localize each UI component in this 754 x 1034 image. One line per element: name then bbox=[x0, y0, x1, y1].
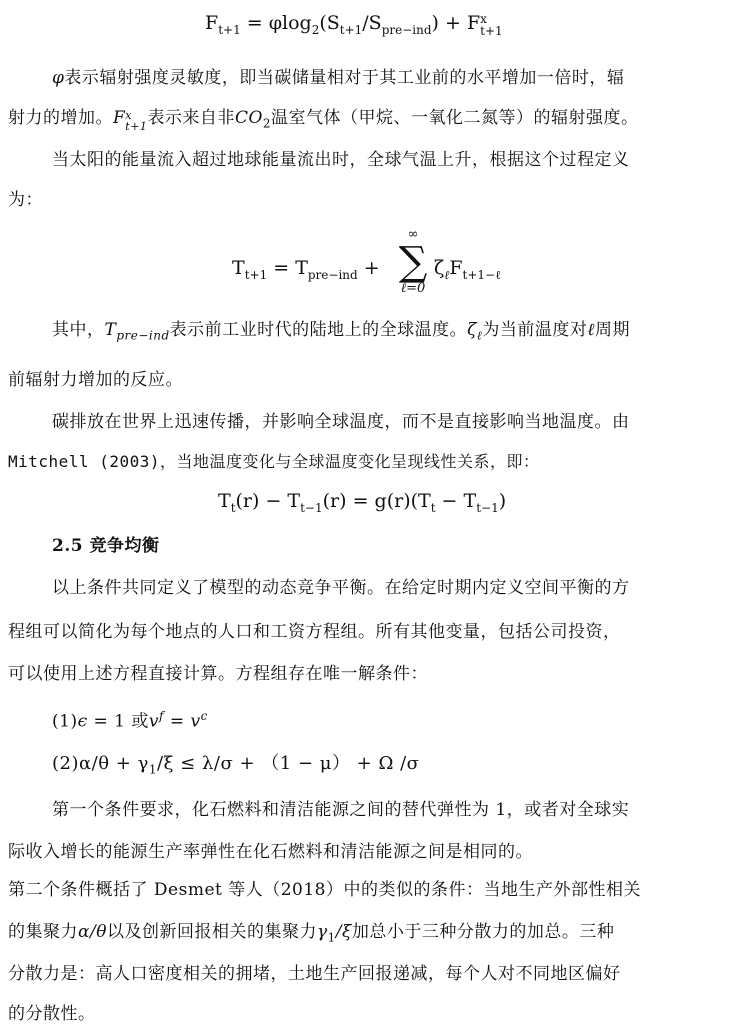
text-span: 其中， bbox=[52, 320, 105, 340]
text-line bbox=[52, 798, 748, 822]
eq-operator: = T bbox=[267, 257, 308, 279]
text-span: 的分散性。 bbox=[8, 1004, 96, 1024]
eq-superscript: x bbox=[480, 12, 487, 26]
eq-subscript: t+1 bbox=[339, 22, 363, 37]
eq-subscript: t+1 bbox=[218, 22, 241, 37]
eq-symbol: T bbox=[218, 490, 231, 512]
text-span: 的集聚力 bbox=[8, 922, 78, 942]
math-superscript: c bbox=[200, 709, 208, 723]
text-span: 以及创新回报相关的集聚力 bbox=[106, 922, 317, 942]
eq-subscript: pre−ind bbox=[307, 267, 358, 282]
sum-lower-limit: ℓ=0 bbox=[400, 281, 426, 296]
math-symbol: ζ bbox=[467, 320, 477, 340]
text-line bbox=[52, 148, 748, 172]
text-span: 分散力是：高人口密度相关的拥堵，土地生产回报递减，每个人对不同地区偏好 bbox=[8, 964, 621, 984]
text-span: 表示来自非 bbox=[147, 108, 235, 128]
math-subscript: 2 bbox=[262, 116, 272, 131]
math-symbol: v bbox=[190, 711, 201, 732]
text-span: 程组可以简化为每个地点的人口和工资方程组。所有其他变量，包括公司投资， bbox=[8, 622, 621, 642]
text-span: 表示前工业时代的陆地上的全球温度。 bbox=[169, 320, 468, 340]
text-span: 第一个条件要求，化石燃料和清洁能源之间的替代弹性为 1，或者对全球实 bbox=[52, 800, 630, 820]
condition-2 bbox=[52, 752, 748, 782]
eq-subscript: t+1 bbox=[480, 24, 503, 38]
text-line bbox=[8, 368, 750, 392]
text-span: 射力的增加。 bbox=[8, 108, 113, 128]
equation-local-temperature bbox=[218, 488, 506, 521]
eq-subscript: t bbox=[230, 500, 236, 515]
text-line bbox=[8, 920, 750, 949]
math-symbol: /ξ bbox=[335, 922, 352, 942]
section-heading bbox=[52, 534, 748, 558]
eq-symbol: − T bbox=[435, 490, 477, 512]
text-span: = bbox=[163, 711, 191, 732]
text-span: Mitchell (2003)，当地温度变化与全球温度变化呈现线性关系，即： bbox=[8, 452, 540, 471]
text-line bbox=[8, 662, 750, 686]
eq-subscript: t−1 bbox=[300, 500, 323, 515]
text-line bbox=[52, 576, 748, 600]
eq-subscript: ℓ bbox=[444, 267, 450, 282]
eq-symbol: T bbox=[232, 257, 245, 279]
math-symbol: α/θ bbox=[78, 922, 107, 942]
text-line bbox=[8, 962, 750, 986]
text-line bbox=[8, 188, 750, 212]
text-span: 表示辐射强度灵敏度，即当碳储量相对于其工业前的水平增加一倍时，辐 bbox=[64, 68, 625, 88]
math-subscript: t+1 bbox=[125, 120, 148, 133]
math-superscript: f bbox=[159, 709, 164, 723]
eq-subscript: pre−ind bbox=[381, 22, 432, 37]
text-line bbox=[8, 106, 750, 135]
text-span: 为： bbox=[8, 190, 43, 210]
text-line bbox=[8, 450, 750, 474]
math-symbol: T bbox=[104, 320, 117, 340]
text-span: 际收入增长的能源生产率弹性在化石燃料和清洁能源之间是相同的。 bbox=[8, 842, 533, 862]
eq-symbol: (r) = g(r)(T bbox=[322, 490, 431, 512]
math-symbol: F bbox=[113, 108, 126, 128]
math-subscript: ℓ bbox=[476, 328, 483, 343]
math-subscript: pre−ind bbox=[116, 328, 170, 343]
text-span: 碳排放在世界上迅速传播，并影响全球温度，而不是直接影响当地温度。由 bbox=[52, 412, 630, 432]
heading-text: 2.5 竞争均衡 bbox=[52, 536, 160, 556]
math-symbol: γ bbox=[316, 922, 328, 942]
math-phi: φ bbox=[52, 68, 65, 88]
eq-symbol: /S bbox=[362, 12, 382, 34]
sum-upper-limit: ∞ bbox=[407, 227, 419, 242]
sum-symbol: ∑ bbox=[398, 239, 428, 285]
text-span: 周期 bbox=[594, 320, 630, 340]
eq-operator: = φlog bbox=[240, 12, 312, 34]
eq-symbol: F bbox=[449, 257, 463, 279]
eq-symbol: ζ bbox=[434, 257, 445, 279]
eq-subscript: t−1 bbox=[476, 500, 499, 515]
math-symbol: CO bbox=[234, 108, 263, 128]
text-span: 前辐射力增加的反应。 bbox=[8, 370, 183, 390]
text-span: 以上条件共同定义了模型的动态竞争平衡。在给定时期内定义空间平衡的方 bbox=[52, 578, 630, 598]
text-line bbox=[8, 878, 750, 902]
math-subscript: 1 bbox=[148, 762, 157, 777]
eq-subscript: t bbox=[430, 500, 436, 515]
text-line bbox=[8, 840, 750, 864]
text-line bbox=[8, 1002, 750, 1026]
text-line bbox=[8, 620, 750, 644]
condition-1 bbox=[52, 704, 748, 734]
summation-operator bbox=[396, 228, 430, 296]
equation-radiative-forcing bbox=[205, 10, 503, 43]
math-symbol: ℓ bbox=[587, 320, 595, 340]
eq-operator: + bbox=[357, 257, 380, 279]
math-subscript: 1 bbox=[327, 930, 336, 945]
eq-subscript: t+1−ℓ bbox=[462, 267, 501, 282]
text-span: 为当前温度对 bbox=[482, 320, 588, 340]
condition-number: (1) bbox=[52, 711, 78, 732]
text-line bbox=[52, 410, 748, 434]
text-line bbox=[52, 66, 748, 90]
text-span: = 1 或 bbox=[87, 711, 149, 732]
text-span: 当太阳的能量流入超过地球能量流出时，全球气温上升，根据这个过程定义 bbox=[52, 150, 630, 170]
math-expression: (2)α/θ + γ bbox=[52, 753, 149, 774]
eq-subscript: t+1 bbox=[244, 267, 268, 282]
eq-symbol: ) + F bbox=[431, 12, 481, 34]
text-span: 温室气体（甲烷、一氧化二氮等）的辐射强度。 bbox=[271, 108, 639, 128]
math-superscript: x bbox=[125, 109, 133, 122]
math-symbol: v bbox=[148, 711, 160, 732]
math-expression: /ξ ≤ λ/σ + （1 − μ） + Ω /σ bbox=[156, 753, 420, 774]
eq-symbol: F bbox=[205, 12, 219, 34]
text-span: 加总小于三种分散力的加总。三种 bbox=[351, 922, 615, 942]
eq-symbol: ) bbox=[498, 490, 507, 512]
eq-subscript: 2 bbox=[311, 22, 320, 37]
eq-symbol: (S bbox=[319, 12, 340, 34]
text-span: 第二个条件概括了 Desmet 等人（2018）中的类似的条件：当地生产外部性相关 bbox=[8, 880, 641, 900]
text-span: 可以使用上述方程直接计算。方程组存在唯一解条件： bbox=[8, 664, 428, 684]
text-line bbox=[52, 318, 748, 347]
math-symbol: ϵ bbox=[77, 711, 88, 732]
eq-symbol: (r) − T bbox=[235, 490, 301, 512]
